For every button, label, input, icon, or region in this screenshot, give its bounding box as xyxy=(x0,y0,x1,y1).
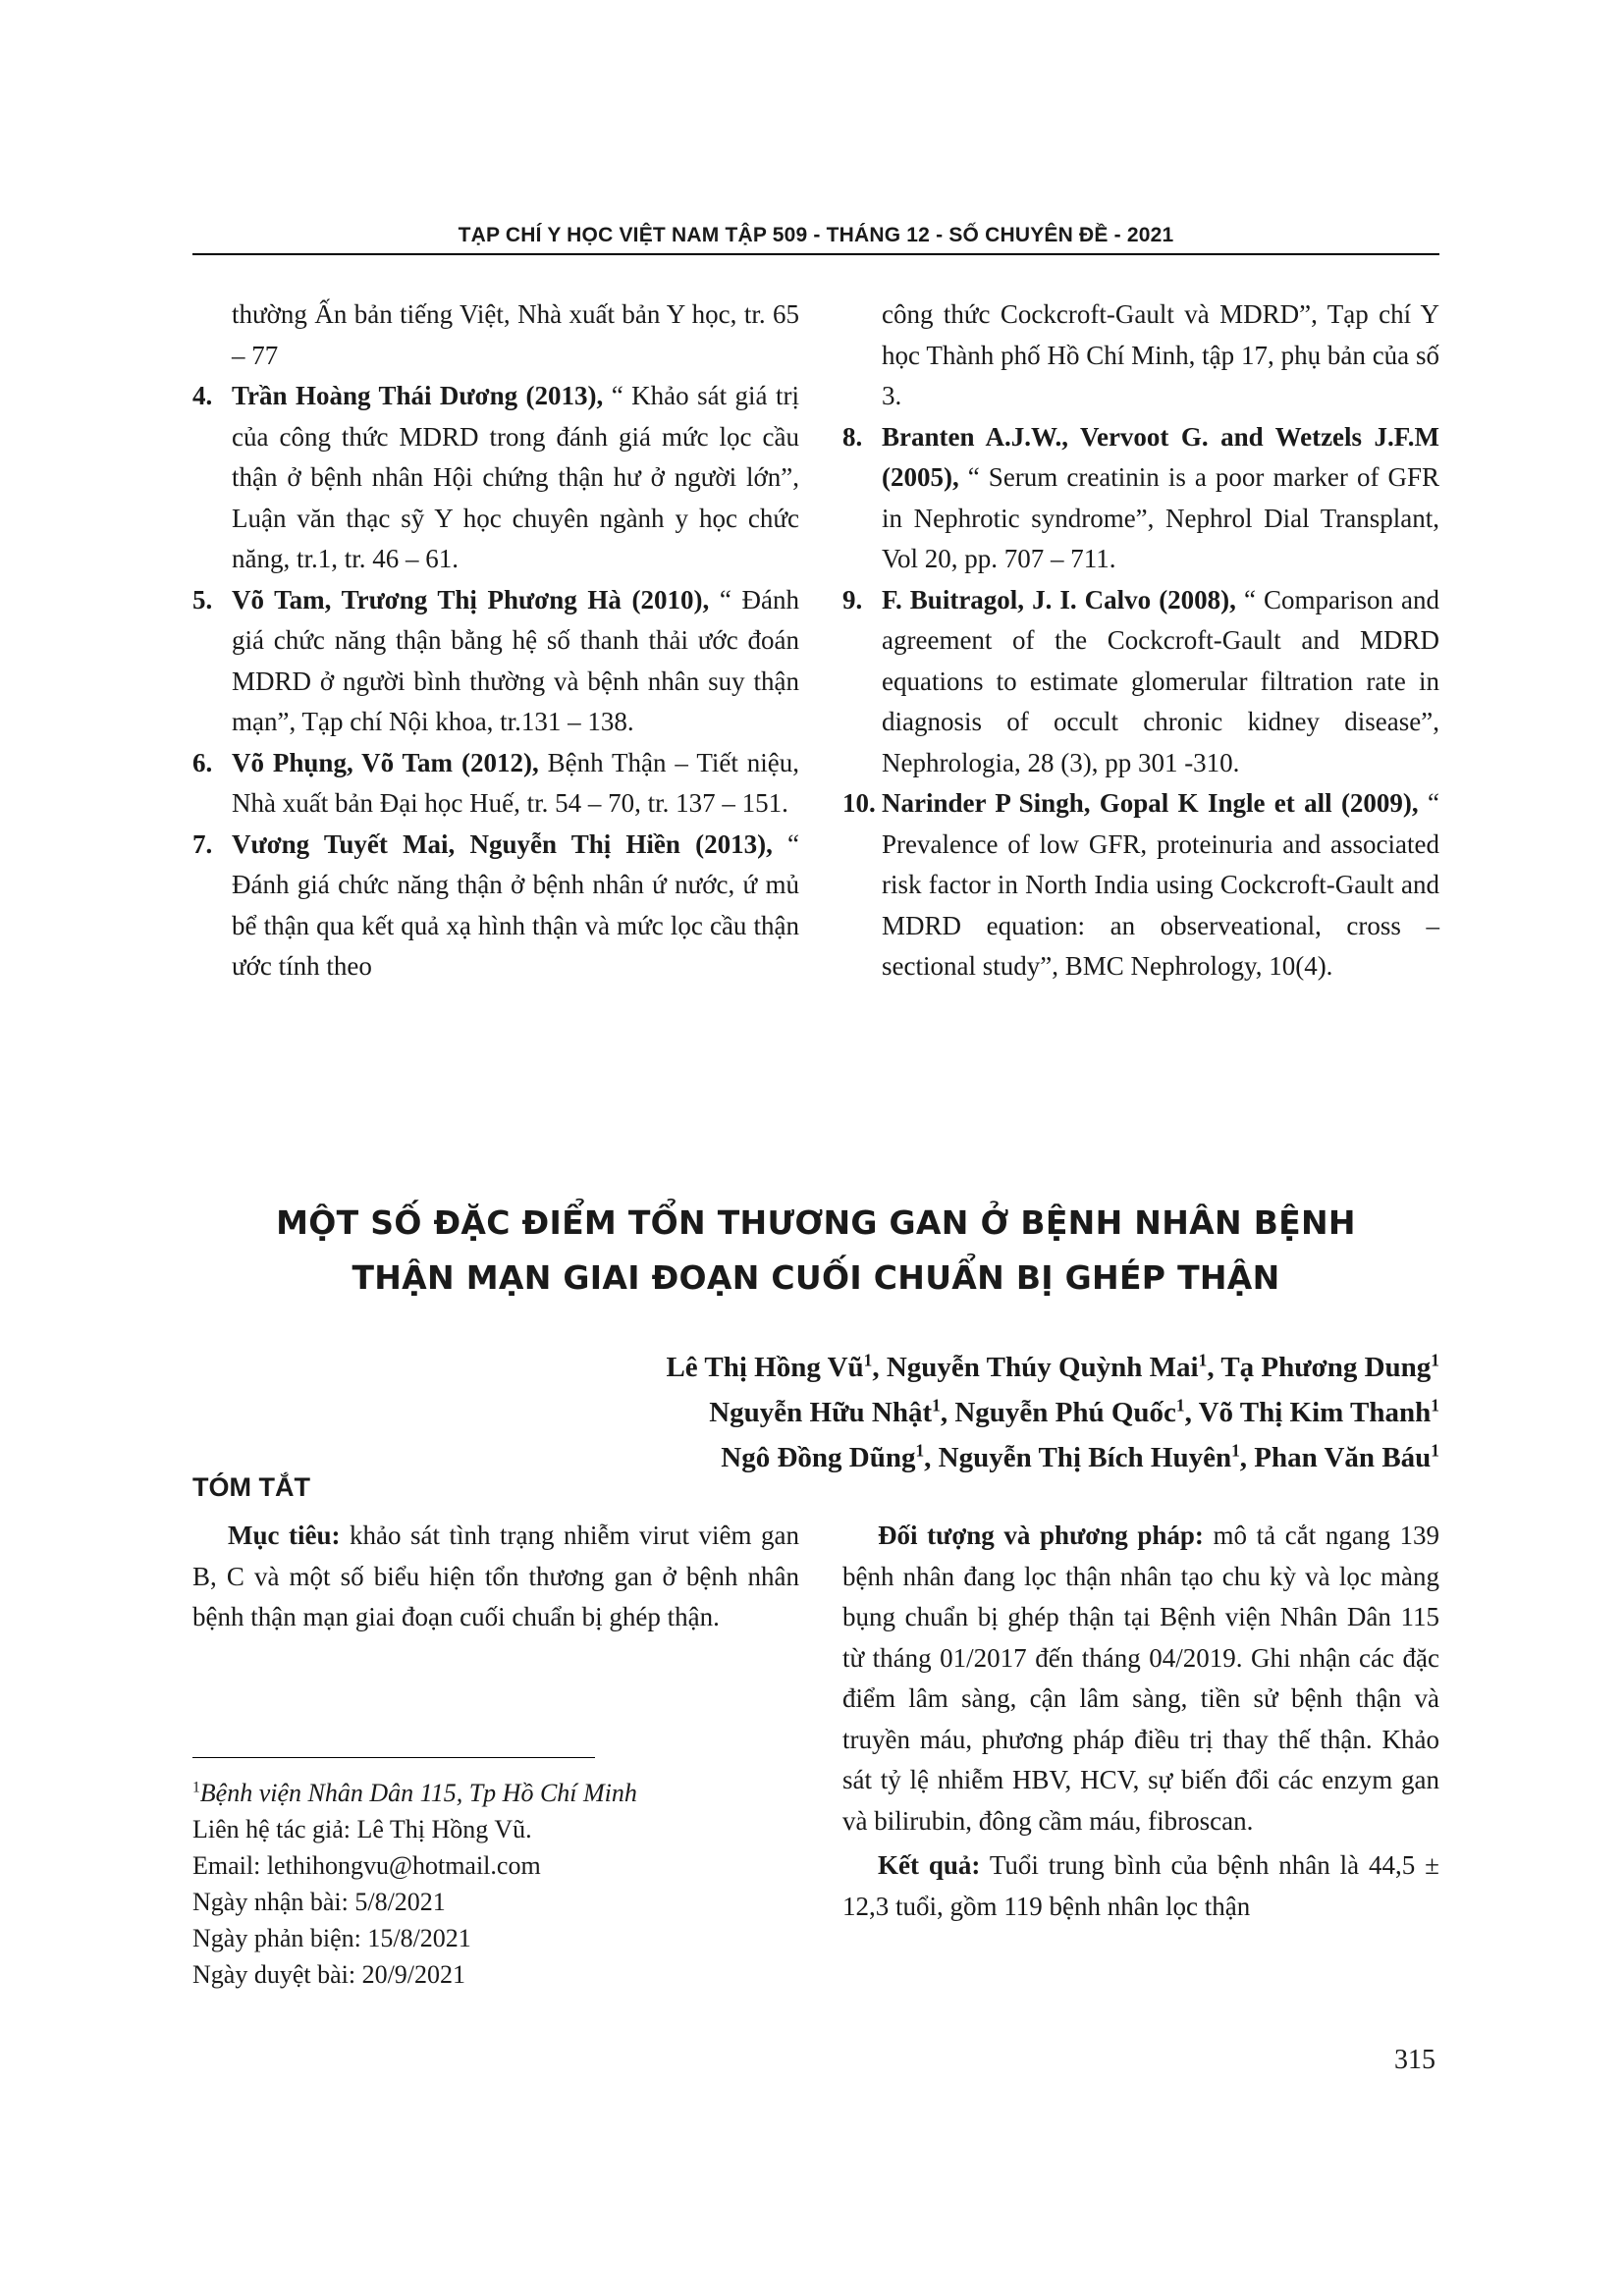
reference-number: 7. xyxy=(192,828,213,859)
reference-number: 6. xyxy=(192,747,213,777)
reference-authors: Trần Hoàng Thái Dương (2013), xyxy=(232,381,604,410)
abstract-text: khảo sát tình trạng nhiễm virut viêm gan B, C và một số biểu hiện tổn thương gan ở bệnh nhân bệnh thận mạn giai đoạn cuối chuẩn bị ghép thận. xyxy=(192,1521,799,1631)
reference-authors: Võ Phụng, Võ Tam (2012), xyxy=(232,747,539,777)
page-number: 315 xyxy=(1394,2045,1435,2075)
reference-text: “ Đánh giá chức năng thận bằng hệ số thanh thải ước đoán MDRD ở người bình thường và bệnh nhân suy thận mạn”, Tạp chí Nội khoa, tr.131 – 138. xyxy=(232,584,799,736)
author-line xyxy=(359,1390,1439,1435)
reference-item xyxy=(842,783,1439,988)
abstract-results xyxy=(842,1845,1439,1927)
reference-item xyxy=(192,376,799,580)
author-name: Phan Văn Báu xyxy=(1254,1442,1432,1473)
footnote-accepted: Ngày duyệt bài: 20/9/2021 xyxy=(192,1960,466,1989)
reference-number: 5. xyxy=(192,584,213,614)
references-right-column xyxy=(842,294,1439,988)
abstract-label: Đối tượng và phương pháp: xyxy=(878,1521,1204,1550)
article-title-line: MỘT SỐ ĐẶC ĐIỂM TỔN THƯƠNG GAN Ở BỆNH NHÂN BỆNH xyxy=(276,1203,1356,1242)
article-title-line: THẬN MẠN GIAI ĐOẠN CUỐI CHUẨN BỊ GHÉP THẬN xyxy=(352,1258,1280,1297)
reference-item xyxy=(842,417,1439,580)
reference-authors: Narinder P Singh, Gopal K Ingle et all (2009), xyxy=(882,788,1419,818)
author-name: Nguyễn Thị Bích Huyên xyxy=(938,1442,1232,1473)
affiliation-marker: 1 xyxy=(1198,1350,1208,1370)
affiliation-marker: 1 xyxy=(915,1440,925,1461)
reference-item xyxy=(192,825,799,988)
abstract-text: Tuổi trung bình của bệnh nhân là 44,5 ± 12,3 tuổi, gồm 119 bệnh nhân lọc thận xyxy=(842,1850,1440,1921)
reference-number: 9. xyxy=(842,584,863,614)
author-separator: , xyxy=(924,1442,939,1473)
author-line xyxy=(359,1345,1439,1390)
author-name: Nguyễn Phú Quốc xyxy=(954,1397,1176,1428)
article-title xyxy=(192,1196,1439,1306)
reference-number: 10. xyxy=(842,788,876,818)
footnote-reviewed: Ngày phản biện: 15/8/2021 xyxy=(192,1924,471,1952)
affiliation-marker: 1 xyxy=(932,1395,941,1415)
abstract-methods xyxy=(842,1516,1439,1842)
footnote-email: Email: lethihongvu@hotmail.com xyxy=(192,1851,541,1880)
reference-authors: Vương Tuyết Mai, Nguyễn Thị Hiền (2013), xyxy=(232,828,773,859)
abstract-right-column xyxy=(842,1516,1439,1931)
abstract-label: Kết quả: xyxy=(878,1850,981,1880)
abstract-heading: TÓM TẮT xyxy=(192,1472,310,1502)
reference-authors: F. Buitragol, J. I. Calvo (2008), xyxy=(882,584,1236,614)
reference-continuation: thường Ấn bản tiếng Việt, Nhà xuất bản Y học, tr. 65 – 77 xyxy=(232,299,799,370)
author-name: Võ Thị Kim Thanh xyxy=(1198,1397,1432,1428)
affiliation-marker: 1 xyxy=(192,1779,200,1796)
abstract-left-column xyxy=(192,1516,799,1642)
author-separator: , xyxy=(1207,1352,1221,1383)
affiliation-marker: 1 xyxy=(1431,1440,1439,1461)
author-name: Lê Thị Hồng Vũ xyxy=(666,1352,864,1383)
author-separator: , xyxy=(940,1397,955,1428)
reference-item xyxy=(192,580,799,743)
author-name: Nguyễn Thúy Quỳnh Mai xyxy=(886,1352,1199,1383)
header-rule xyxy=(192,253,1439,255)
footnote-received: Ngày nhận bài: 5/8/2021 xyxy=(192,1888,446,1916)
author-line xyxy=(359,1435,1439,1480)
reference-text: Bệnh Thận – Tiết niệu, Nhà xuất bản Đại học Huế, tr. 54 – 70, tr. 137 – 151. xyxy=(232,747,799,818)
footnote-affiliation xyxy=(192,1775,799,1811)
reference-number: 4. xyxy=(192,381,213,410)
footnote xyxy=(192,1775,799,1993)
references-left-column xyxy=(192,294,799,988)
author-name: Tạ Phương Dung xyxy=(1220,1352,1432,1383)
reference-number: 8. xyxy=(842,421,863,452)
author-name: Ngô Đồng Dũng xyxy=(721,1442,916,1473)
affiliation-marker: 1 xyxy=(1431,1350,1439,1370)
author-separator: , xyxy=(872,1352,887,1383)
reference-text: “ Comparison and agreement of the Cockcroft-Gault and MDRD equations to estimate glomerular filtration rate in diagnosis of occult chronic kidney disease”, Nephrologia, 28 (3), pp 301 -310. xyxy=(882,584,1439,777)
reference-text: “ Serum creatinin is a poor marker of GFR in Nephrotic syndrome”, Nephrol Dial Transplant, Vol 20, pp. 707 – 711. xyxy=(882,462,1439,573)
abstract-objective xyxy=(192,1516,799,1638)
reference-item xyxy=(192,743,799,825)
author-separator: , xyxy=(1239,1442,1255,1473)
footnote-rule xyxy=(192,1757,595,1758)
affiliation-text: Bệnh viện Nhân Dân 115, Tp Hồ Chí Minh xyxy=(199,1779,637,1807)
author-name: Nguyễn Hữu Nhật xyxy=(709,1397,933,1428)
author-separator: , xyxy=(1184,1397,1199,1428)
affiliation-marker: 1 xyxy=(1431,1395,1439,1415)
reference-continuation: công thức Cockcroft-Gault và MDRD”, Tạp chí Y học Thành phố Hồ Chí Minh, tập 17, phụ bản của số 3. xyxy=(882,299,1439,410)
affiliation-marker: 1 xyxy=(863,1350,873,1370)
affiliation-marker: 1 xyxy=(1231,1440,1240,1461)
reference-text: “ Khảo sát giá trị của công thức MDRD trong đánh giá mức lọc cầu thận ở bệnh nhân Hội chứng thận hư ở người lớn”, Luận văn thạc sỹ Y học chuyên ngành y học chức năng, tr.1, tr. 46 – 61. xyxy=(232,381,799,573)
reference-text: “ Prevalence of low GFR, proteinuria and associated risk factor in North India using Cockcroft-Gault and MDRD equation: an observeational, cross – sectional study”, BMC Nephrology, 10(4). xyxy=(882,788,1440,981)
running-header: TẠP CHÍ Y HỌC VIỆT NAM TẬP 509 - THÁNG 12 - SỐ CHUYÊN ĐỀ - 2021 xyxy=(458,224,1174,246)
reference-authors: Võ Tam, Trương Thị Phương Hà (2010), xyxy=(232,584,710,614)
reference-text: “ Đánh giá chức năng thận ở bệnh nhân ứ nước, ứ mủ bể thận qua kết quả xạ hình thận và mức lọc cầu thận ước tính theo xyxy=(232,828,799,981)
abstract-text: mô tả cắt ngang 139 bệnh nhân đang lọc thận nhân tạo chu kỳ và lọc màng bụng chuẩn bị ghép thận tại Bệnh viện Nhân Dân 115 từ tháng 01/2017 đến tháng 04/2019. Ghi nhận các đặc điểm lâm sàng, cận lâm sàng, tiền sử bệnh thận và truyền máu, phương pháp điều trị thay thế thận. Khảo sát tỷ lệ nhiễm HBV, HCV, sự biến đổi các enzym gan và bilirubin, đông cầm máu, fibroscan. xyxy=(842,1521,1439,1836)
abstract-label: Mục tiêu: xyxy=(228,1521,341,1550)
reference-item xyxy=(842,580,1439,784)
affiliation-marker: 1 xyxy=(1175,1395,1185,1415)
reference-authors: Branten A.J.W., Vervoot G. and Wetzels J.F.M (2005), xyxy=(882,421,1439,492)
author-list xyxy=(359,1345,1439,1480)
footnote-contact: Liên hệ tác giả: Lê Thị Hồng Vũ. xyxy=(192,1815,532,1843)
